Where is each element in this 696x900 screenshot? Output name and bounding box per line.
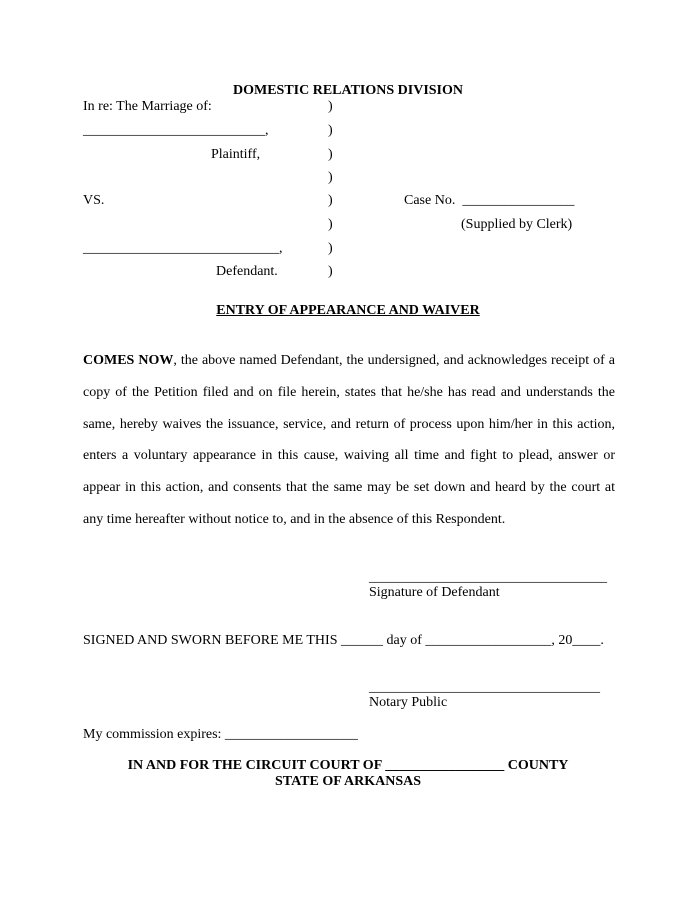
plaintiff-name-blank: __________________________,: [83, 123, 269, 138]
defendant-name-blank: ____________________________,: [83, 241, 283, 256]
plaintiff-label: Plaintiff,: [211, 147, 261, 162]
body-text: , the above named Defendant, the undersigned, and acknowledges receipt of a copy of the Petition filed and on file herein, states that he/she has read and understands the same, hereby waives the issuance, service, and return of process upon him/her in this action, enters a voluntary appearance in this cause, waiving all time and fight to plead, answer or appear in this action, and consents that the same may be set down and heard by the court at any time hereafter without notice to, and in the absence of this Respondent.: [83, 353, 615, 527]
body-paragraph: [83, 345, 615, 536]
case-number-field[interactable]: [404, 193, 574, 209]
in-re-label: In re: The Marriage of:: [83, 99, 212, 114]
notary-public-label: Notary Public: [369, 695, 448, 710]
notary-signature-line[interactable]: _________________________________: [369, 680, 600, 695]
defendant-signature-line[interactable]: __________________________________: [369, 570, 607, 585]
caption-paren: ): [328, 170, 333, 185]
caption-paren: ): [328, 241, 333, 256]
vs-label: VS.: [83, 193, 105, 208]
caption-paren: ): [328, 264, 333, 279]
comes-now-lead: COMES NOW: [83, 353, 174, 368]
defendant-label: Defendant.: [216, 264, 278, 279]
supplied-by-clerk-note: (Supplied by Clerk): [461, 217, 573, 232]
caption-paren: ): [328, 217, 333, 232]
case-number-label: Case No.: [404, 193, 456, 208]
division-heading: DOMESTIC RELATIONS DIVISION: [232, 83, 463, 98]
court-line: IN AND FOR THE CIRCUIT COURT OF _________________ COUNTY: [127, 758, 569, 773]
caption-paren: ): [328, 147, 333, 162]
commission-expires: My commission expires: ___________________: [83, 727, 358, 742]
caption-paren: ): [328, 193, 333, 208]
signed-sworn-line: SIGNED AND SWORN BEFORE ME THIS ______ day of __________________, 20____.: [83, 633, 604, 648]
caption-paren: ): [328, 123, 333, 138]
defendant-signature-label: Signature of Defendant: [369, 585, 500, 600]
state-line: STATE OF ARKANSAS: [275, 774, 421, 789]
document-title: ENTRY OF APPEARANCE AND WAIVER: [216, 303, 480, 318]
case-number-blank: ________________: [462, 193, 575, 208]
caption-paren: ): [328, 99, 333, 114]
